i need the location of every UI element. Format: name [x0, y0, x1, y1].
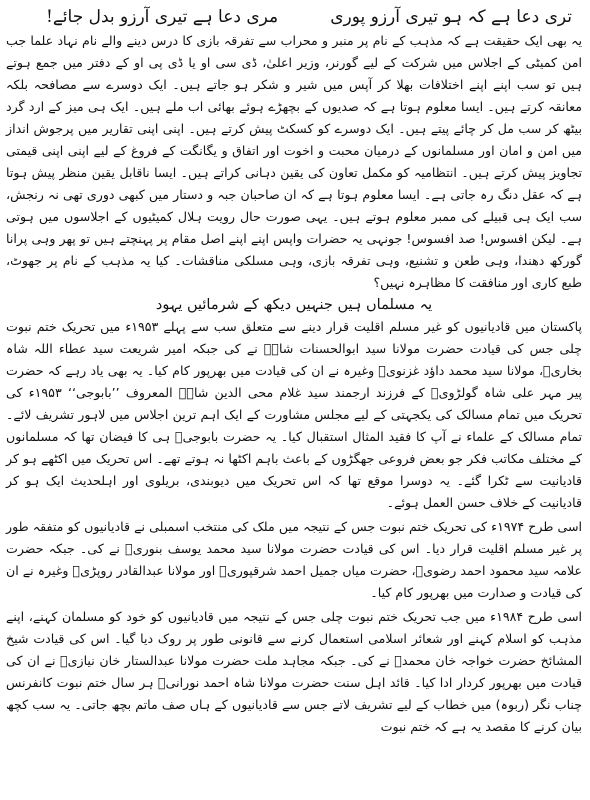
paragraph-1974-movement: اسی طرح ۱۹۷۴ء کی تحریک ختم نبوت جس کے نتیجہ میں ملک کی منتخب اسمبلی نے قادیانیوں کو متفقہ طور پر غیر مسلم اقلیت قرار دیا۔ اس کی قیادت حضرت مولانا سید محمد یوسف بنوریؒ نے کی۔ جبکہ حضرت علامہ سید محمود احمد رضویؒ، حضرت میاں جمیل احمد شرقپوریؒ اور مولانا عبدالقادر روپڑیؒ وغیرہ نے ان کی قیادت و صدارت میں بھرپور کام کیا۔ — [6, 519, 583, 600]
couplet-right-hemistich: تری دعا ہے کہ ہو تیری آرزو پوری — [330, 7, 572, 27]
verse-line: یہ مسلماں ہیں جنہیں دیکھ کے شرمائیں یہود — [155, 297, 433, 313]
paragraph-peace-committee: یہ بھی ایک حقیقت ہے کہ مذہب کے نام پر منبر و محراب سے تفرقہ بازی کا درس دینے والے نام نہاد علما جب امن کمیٹی کے اجلاس میں شرکت کے لیے گورنر، وزیر اعلیٰ، ڈی سی او یا ڈی پی او کے دفتر میں جمع ہوتے ہیں تو سب اپنے اپنے اختلافات بھلا کر آپس میں شیر و شکر ہو جاتے ہیں۔ ایک دوسرے سے مصافحہ بلکہ معانقہ کرتے ہیں۔ ایسا معلوم ہوتا ہے کہ صدیوں کے بچھڑے ہوئے بھائی اب ملے ہیں۔ ایک ہی میز کے ارد گرد بیٹھ کر سب مل کر چائے پیتے ہیں۔ ایک دوسرے کو کسکٹ پیش کرتے ہیں۔ اپنی اپنی تقاریر میں پرجوش انداز میں امن و امان اور مسلمانوں کے درمیان محبت و اخوت اور اتفاق و یگانگت کے فروغ کے لیے اپنی اپنی قیمتی تجاویز پیش کرتے ہیں۔ انتظامیہ کو مکمل تعاون کی یقین دہانی کراتے ہیں۔ ایسا ناقابل یقین منظر پیش ہوتا ہے کہ عقل دنگ رہ جاتی ہے۔ ایسا معلوم ہوتا ہے کہ ان صاحبان جبہ و دستار میں کبھی دوری تھی نہ رنجش، سب ایک ہی قبیلے کی ممبر معلوم ہوتے ہیں۔ یہی صورت حال رویت ہلال کمیٹیوں کے اجلاسوں میں ہوتی ہے۔ لیکن افسوس! صد افسوس! جونہی یہ حضرات واپس اپنے اپنے اصل مقام پر پہنچتے ہیں تو پھر وہی پرانا گورکھ دھندا، وہی طعن و تشنیع، وہی تفرقہ بازی، وہی مسلکی مناقشات۔ کیا یہ مذہب کے نام پر جھوٹ، طبع کاری اور منافقت کا مظاہرہ نہیں؟ — [6, 33, 582, 290]
paragraph-1953-movement: پاکستان میں قادیانیوں کو غیر مسلم اقلیت قرار دینے سے متعلق سب سے پہلے ۱۹۵۳ء میں تحریک ختم نبوت چلی جس کی قیادت حضرت مولانا سید ابوالحسنات شاہؒ نے کی جبکہ امیر شریعت سید عطاء اللہ شاہ بخاریؒ، مولانا سید محمد داؤد غزنویؒ وغیرہ نے ان کی قیادت میں بھرپور کام کیا۔ یہ بھی یاد رہے کہ حضرت پیر مہر علی شاہ گولڑویؒ کے فرزند ارجمند سید غلام محی الدین شاہؒ المعروف ’’بابوجی‘‘ ۱۹۵۳ء کی تحریک میں تمام مسالک کی یکجہتی کے لیے مجلس مشاورت کے ایک اہم ترین اجلاس میں لاہور تشریف لائے۔ تمام مسالک کے علماء نے آپ کا فقید المثال استقبال کیا۔ یہ حضرت بابوجیؒ ہی کا فیضان تھا کہ مسلمانوں کے مختلف مکاتب فکر جو بعض فروعی جھگڑوں کے باعث باہم اکٹھا نہ ہوتے تھے۔ اس تحریک میں اکٹھے ہو کر قادیانیت سے ٹکرا گئے۔ یہ دوسرا موقع تھا کہ اس تحریک میں دیوبندی، بریلوی اور اہلحدیث ایک ہو کر قادیانیت کے خلاف حسن العمل ہوئے۔ — [6, 319, 583, 510]
couplet-heading — [46, 6, 572, 28]
couplet-left-hemistich: مری دعا ہے تیری آرزو بدل جائے! — [46, 7, 279, 27]
paragraph-1984-movement: اسی طرح ۱۹۸۴ء میں جب تحریک ختم نبوت چلی جس کے نتیجہ میں قادیانیوں کو خود کو مسلمان کہنے، اپنے مذہب کو اسلام کہنے اور شعائر اسلامی استعمال کرنے سے قانونی طور پر روک دیا گیا۔ اس کی قیادت شیخ المشائخ حضرت خواجہ خان محمدؒ نے کی۔ جبکہ مجاہد ملت حضرت مولانا عبدالستار خان نیازیؒ نے ان کی قیادت میں بھرپور کردار ادا کیا۔ قائد اہل سنت حضرت مولانا شاہ احمد نورانیؒ ہر سال ختم نبوت کانفرنس چناب نگر (ربوہ) میں خطاب کے لیے تشریف لاتے جس سے قادیانیوں کے ہاں صف ماتم بچھ جاتی۔ یہ سب کچھ بیان کرنے کا مقصد یہ ہے کہ ختم نبوت — [6, 609, 582, 734]
